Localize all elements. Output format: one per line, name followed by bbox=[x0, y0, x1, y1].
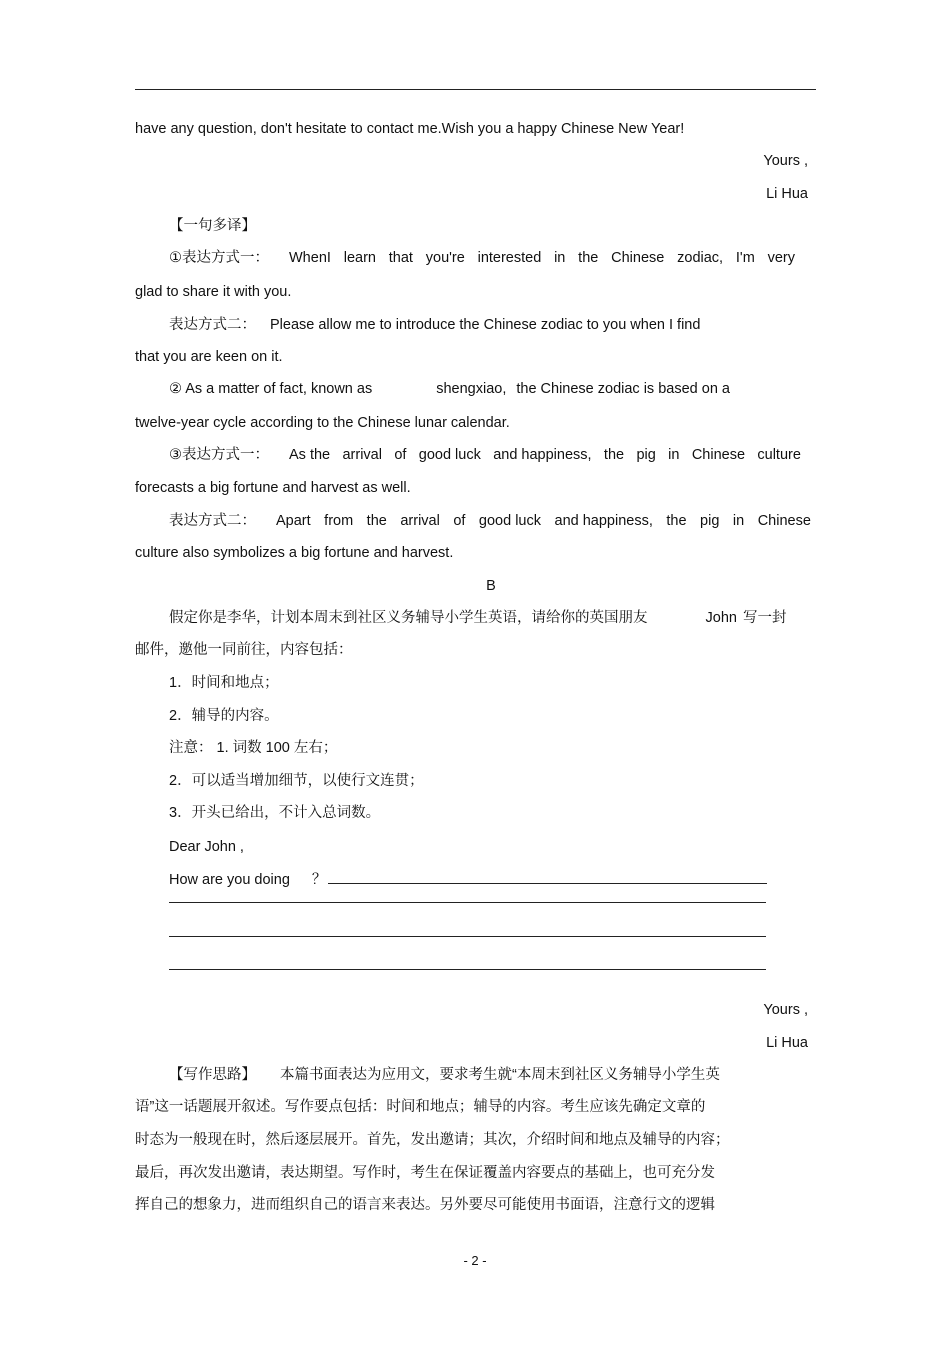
word: the bbox=[366, 513, 387, 529]
word: Apart bbox=[276, 513, 311, 529]
letter-opening-line bbox=[169, 871, 815, 889]
item2-text1: As a matter of fact, known as bbox=[185, 381, 373, 397]
word: arrival bbox=[342, 447, 382, 463]
item1-b-text: Please allow me to introduce the Chinese zodiac to you when I find bbox=[270, 317, 701, 333]
word: of bbox=[453, 513, 466, 529]
word: the bbox=[603, 447, 625, 463]
top-line: have any question, don't hesitate to contact me.Wish you a happy Chinese New Year! bbox=[135, 121, 685, 137]
question-mark: ？ bbox=[311, 872, 327, 888]
requirement-1: 1．时间和地点； bbox=[169, 675, 279, 691]
prompt-line1 bbox=[169, 609, 815, 627]
word: of bbox=[394, 447, 407, 463]
word: you're bbox=[425, 250, 465, 266]
requirement-2: 2．辅导的内容。 bbox=[169, 708, 279, 724]
prompt-line1a: 假定你是李华，计划本周末到社区义务辅导小学生英语，请给你的英国朋友 bbox=[169, 610, 648, 626]
word: the bbox=[666, 513, 687, 529]
answer-blank[interactable] bbox=[169, 902, 766, 903]
word: Chinese bbox=[611, 250, 665, 266]
item2-cont: twelve-year cycle according to the Chinese lunar calendar. bbox=[135, 415, 510, 431]
answer-blank[interactable] bbox=[328, 871, 767, 884]
word: As the bbox=[289, 447, 331, 463]
word: arrival bbox=[400, 513, 440, 529]
item1-line-a bbox=[169, 249, 795, 267]
letter-yours: Yours , bbox=[763, 1002, 808, 1018]
word: I'm bbox=[735, 250, 755, 266]
word: very bbox=[767, 250, 795, 266]
item2-line bbox=[169, 380, 815, 398]
part-b-heading: B bbox=[486, 578, 496, 594]
closing-name: Li Hua bbox=[766, 186, 808, 202]
note-2: 2．可以适当增加细节，以使行文连贯； bbox=[169, 773, 424, 789]
word: Chinese bbox=[757, 513, 811, 529]
word: in bbox=[554, 250, 566, 266]
prompt-line1c: 写一封 bbox=[742, 610, 787, 626]
closing-yours: Yours , bbox=[763, 153, 808, 169]
item3-b-label: 表达方式二： bbox=[169, 513, 256, 529]
word: in bbox=[668, 447, 680, 463]
item2-text2: shengxiao, bbox=[436, 381, 507, 397]
analysis-text1: 本篇书面表达为应用文，要求考生就“本周末到社区义务辅导小学生英 bbox=[280, 1067, 720, 1083]
word: zodiac, bbox=[677, 250, 724, 266]
note-3: 3．开头已给出，不计入总词数。 bbox=[169, 805, 381, 821]
word: that bbox=[388, 250, 413, 266]
prompt-line1b: John bbox=[705, 610, 737, 626]
word: WhenI bbox=[289, 250, 331, 266]
item2-text3: the Chinese zodiac is based on a bbox=[516, 381, 730, 397]
answer-blank[interactable] bbox=[169, 969, 766, 970]
prompt-line2: 邮件，邀他一同前往，内容包括： bbox=[135, 642, 353, 658]
analysis-line4: 最后，再次发出邀请，表达期望。写作时，考生在保证覆盖内容要点的基础上，也可充分发 bbox=[135, 1165, 715, 1181]
letter-opening: How are you doing bbox=[169, 872, 290, 888]
item1-b-label: 表达方式二： bbox=[169, 317, 256, 333]
item3-line-a bbox=[169, 446, 801, 464]
item3-a-text bbox=[289, 446, 801, 464]
letter-salutation: Dear John , bbox=[169, 839, 244, 855]
section-title: 【一句多译】 bbox=[169, 218, 256, 234]
answer-blank[interactable] bbox=[169, 936, 766, 937]
word: pig bbox=[700, 513, 720, 529]
word: the bbox=[578, 250, 599, 266]
word: good luck bbox=[418, 447, 481, 463]
word: pig bbox=[636, 447, 656, 463]
item3-line-b bbox=[169, 512, 811, 530]
word: good luck bbox=[478, 513, 541, 529]
item1-b-cont: that you are keen on it. bbox=[135, 349, 283, 365]
item1-a-cont: glad to share it with you. bbox=[135, 284, 292, 300]
note-1: 注意： 1. 词数 100 左右； bbox=[169, 740, 338, 756]
item1-a-text bbox=[289, 249, 795, 267]
item3-a-label: ③表达方式一： bbox=[169, 447, 269, 463]
word: and happiness, bbox=[554, 513, 653, 529]
word: learn bbox=[343, 250, 376, 266]
word: in bbox=[732, 513, 745, 529]
letter-name: Li Hua bbox=[766, 1035, 808, 1051]
item2-label: ② bbox=[169, 381, 182, 397]
word: and happiness, bbox=[493, 447, 592, 463]
item3-b-text bbox=[276, 512, 811, 530]
word: Chinese bbox=[691, 447, 746, 463]
header-rule bbox=[135, 89, 816, 90]
item3-b-cont: culture also symbolizes a big fortune and harvest. bbox=[135, 545, 454, 561]
analysis-line2: 语”这一话题展开叙述。写作要点包括：时间和地点；辅导的内容。考生应该先确定文章的 bbox=[135, 1099, 706, 1115]
analysis-label: 【写作思路】 bbox=[169, 1067, 256, 1083]
word: from bbox=[324, 513, 354, 529]
analysis-line5: 挥自己的想象力，进而组织自己的语言来表达。另外要尽可能使用书面语，注意行文的逻辑 bbox=[135, 1197, 715, 1213]
word: interested bbox=[477, 250, 542, 266]
item1-line-b bbox=[169, 316, 815, 334]
analysis-line3: 时态为一般现在时，然后逐层展开。首先，发出邀请；其次，介绍时间和地点及辅导的内容； bbox=[135, 1132, 730, 1148]
item1-a-label: ①表达方式一： bbox=[169, 250, 269, 266]
item3-a-cont: forecasts a big fortune and harvest as well. bbox=[135, 480, 411, 496]
analysis-line1 bbox=[169, 1066, 815, 1084]
word: culture bbox=[757, 447, 801, 463]
page-number: - 2 - bbox=[463, 1253, 487, 1268]
